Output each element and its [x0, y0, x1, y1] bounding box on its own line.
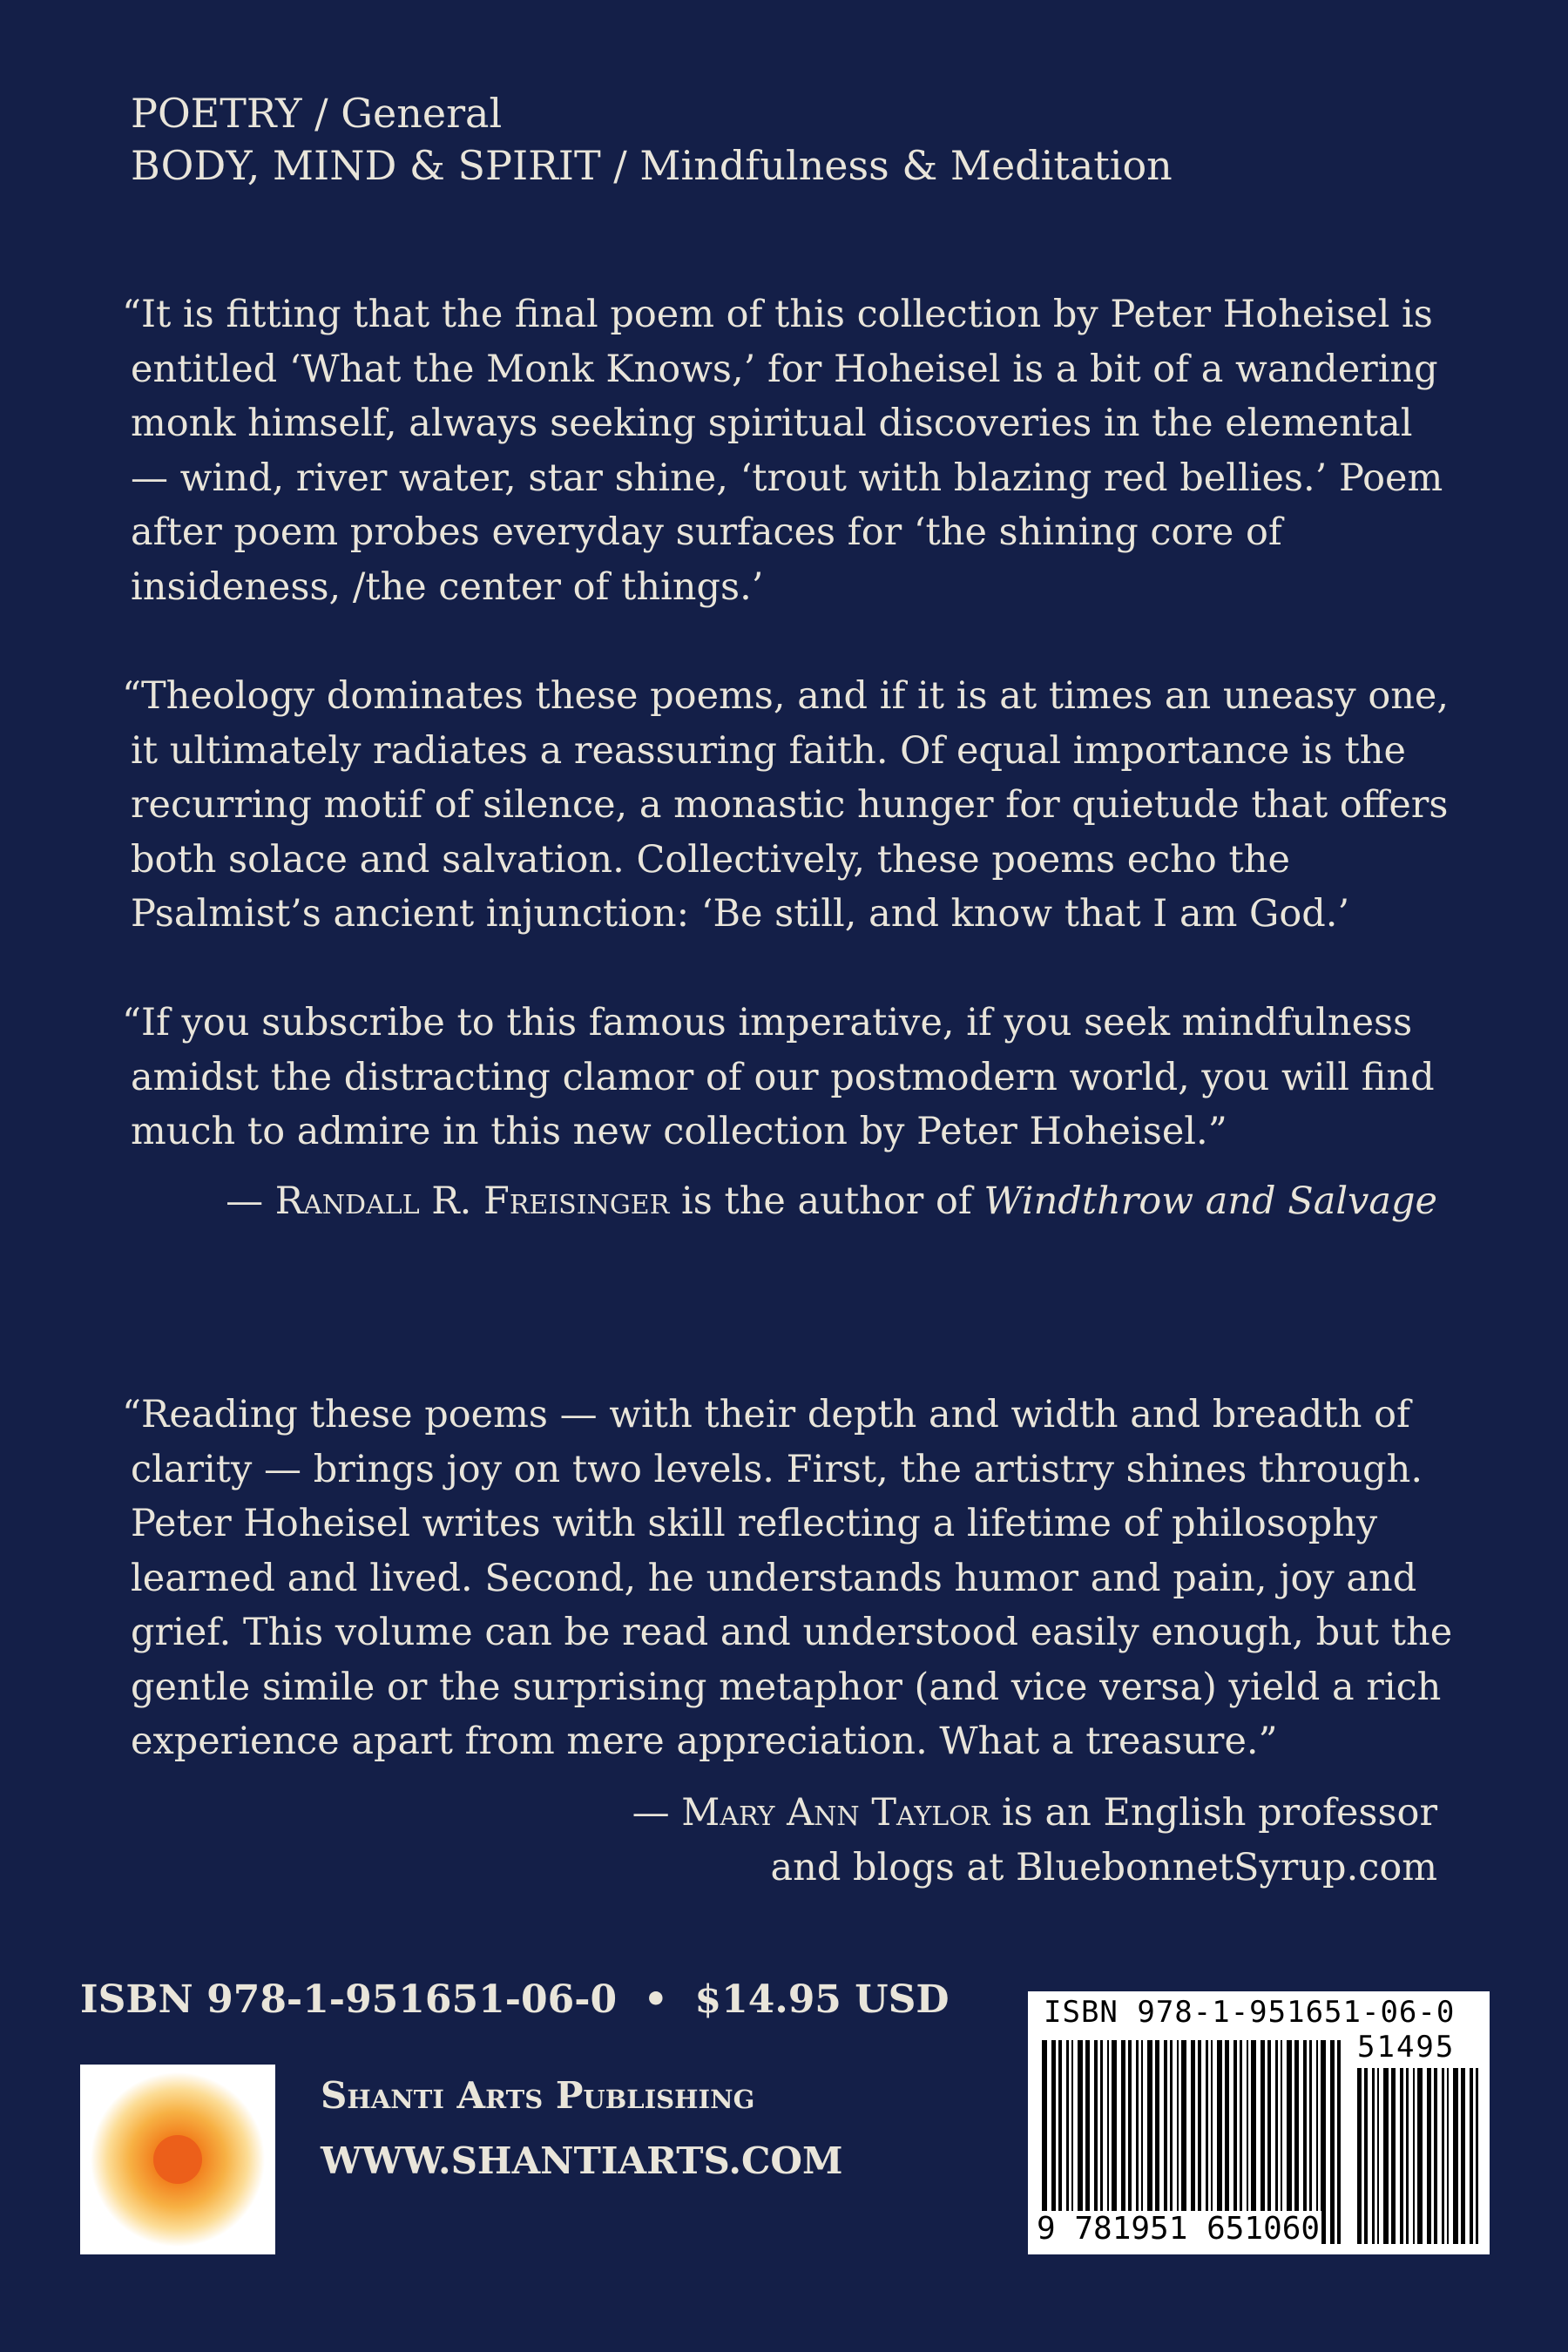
barcode-bar — [1427, 2068, 1431, 2244]
quote-attribution — [632, 1786, 1437, 1895]
quote-text: “Reading these poems — with their depth and width and breadth of clarity — brings joy on two levels. First, the artistry shines through. Peter Hoheisel writes with skill reflecting a lifetime of philosophy learned and lived. Second, he understands humor and pain, joy and grief. This volume can be read and understood easily enough, but the gentle simile or the surprising metaphor (and vice versa) yield a rich experience apart from mere appreciation. What a treasure.” — [122, 1393, 1453, 1763]
isbn-barcode — [1028, 1991, 1490, 2254]
barcode-bar — [1442, 2068, 1444, 2244]
barcode-bar — [1447, 2068, 1449, 2244]
bisac-categories — [131, 87, 1173, 192]
barcode-bar — [1476, 2068, 1478, 2244]
review-quote — [122, 996, 1455, 1159]
reviewer-name: Randall R. Freisinger — [274, 1179, 670, 1223]
barcode-addon-digits: 51495 — [1357, 2030, 1456, 2065]
attribution-dash: — — [226, 1179, 275, 1223]
barcode-bar — [1377, 2068, 1379, 2244]
quote-attribution — [226, 1174, 1437, 1229]
attribution-text: and blogs at BluebonnetSyrup.com — [770, 1845, 1437, 1889]
barcode-bar — [1434, 2068, 1437, 2244]
isbn-price: ISBN 978-1-951651-06-0 • $14.95 USD — [80, 1977, 950, 2022]
publisher-name: Shanti Arts Publishing — [321, 2074, 755, 2117]
barcode-digits: 9 781951 651060 — [1037, 2211, 1321, 2247]
quote-text: “It is fitting that the final poem of this collection by Peter Hoheisel is entitled ‘What the Monk Knows,’ for Hoheisel is a bit of a wandering monk himself, always seeking spiritual discoveries in the elemental — wind, river water, star shine, ‘trout with blazing red bellies.’ Poem after poem probes everyday surfaces for ‘the shining core of insideness, /the center of things.’ — [122, 293, 1443, 609]
quote-text: “Theology dominates these poems, and if it is at times an uneasy one, it ultimately radiates a reassuring faith. Of equal importance is the recurring motif of silence, a monastic hunger for quietude that offers both solace and salvation. Collectively, these poems echo the Psalmist’s ancient injunction: ‘Be still, and know that I am God.’ — [122, 674, 1450, 936]
barcode-bar — [1453, 2068, 1458, 2244]
review-quote — [122, 669, 1455, 942]
attribution-dash: — — [632, 1791, 682, 1835]
attribution-text: is an English professor — [990, 1791, 1437, 1835]
review-quote — [122, 287, 1455, 614]
review-quote — [122, 1388, 1455, 1769]
barcode-bar — [1357, 2068, 1362, 2244]
barcode-bar — [1400, 2068, 1403, 2244]
barcode-bar — [1383, 2068, 1389, 2244]
quote-text: “If you subscribe to this famous imperative, if you seek mindfulness amidst the distracting clamor of our postmodern world, you will find much to admire in this new collection by Peter Hoheisel.” — [122, 1001, 1435, 1153]
category-line: BODY, MIND & SPIRIT / Mindfulness & Meditation — [131, 142, 1173, 189]
sun-logo-icon — [80, 2065, 275, 2254]
reviewer-name: Mary Ann Taylor — [681, 1791, 990, 1835]
barcode-bar — [1372, 2068, 1375, 2244]
barcode-bar — [1461, 2068, 1465, 2244]
barcode-bar — [1470, 2068, 1473, 2244]
barcode-bar — [1330, 2040, 1335, 2244]
barcode-bar — [1406, 2068, 1409, 2244]
publisher-website: WWW.SHANTIARTS.COM — [321, 2139, 843, 2182]
barcode-bar — [1413, 2068, 1415, 2244]
barcode-isbn-text: ISBN 978-1-951651-06-0 — [1044, 1995, 1456, 2030]
barcode-bar — [1391, 2068, 1396, 2244]
attribution-text: is the author of — [669, 1179, 984, 1223]
publisher-logo — [80, 2065, 275, 2254]
reviewer-book-title: Windthrow and Salvage — [983, 1179, 1437, 1223]
publisher-info — [321, 2063, 842, 2193]
barcode-bar — [1417, 2068, 1423, 2244]
barcode-bar — [1364, 2068, 1368, 2244]
category-line: POETRY / General — [131, 90, 503, 137]
barcode-bar — [1337, 2040, 1341, 2244]
